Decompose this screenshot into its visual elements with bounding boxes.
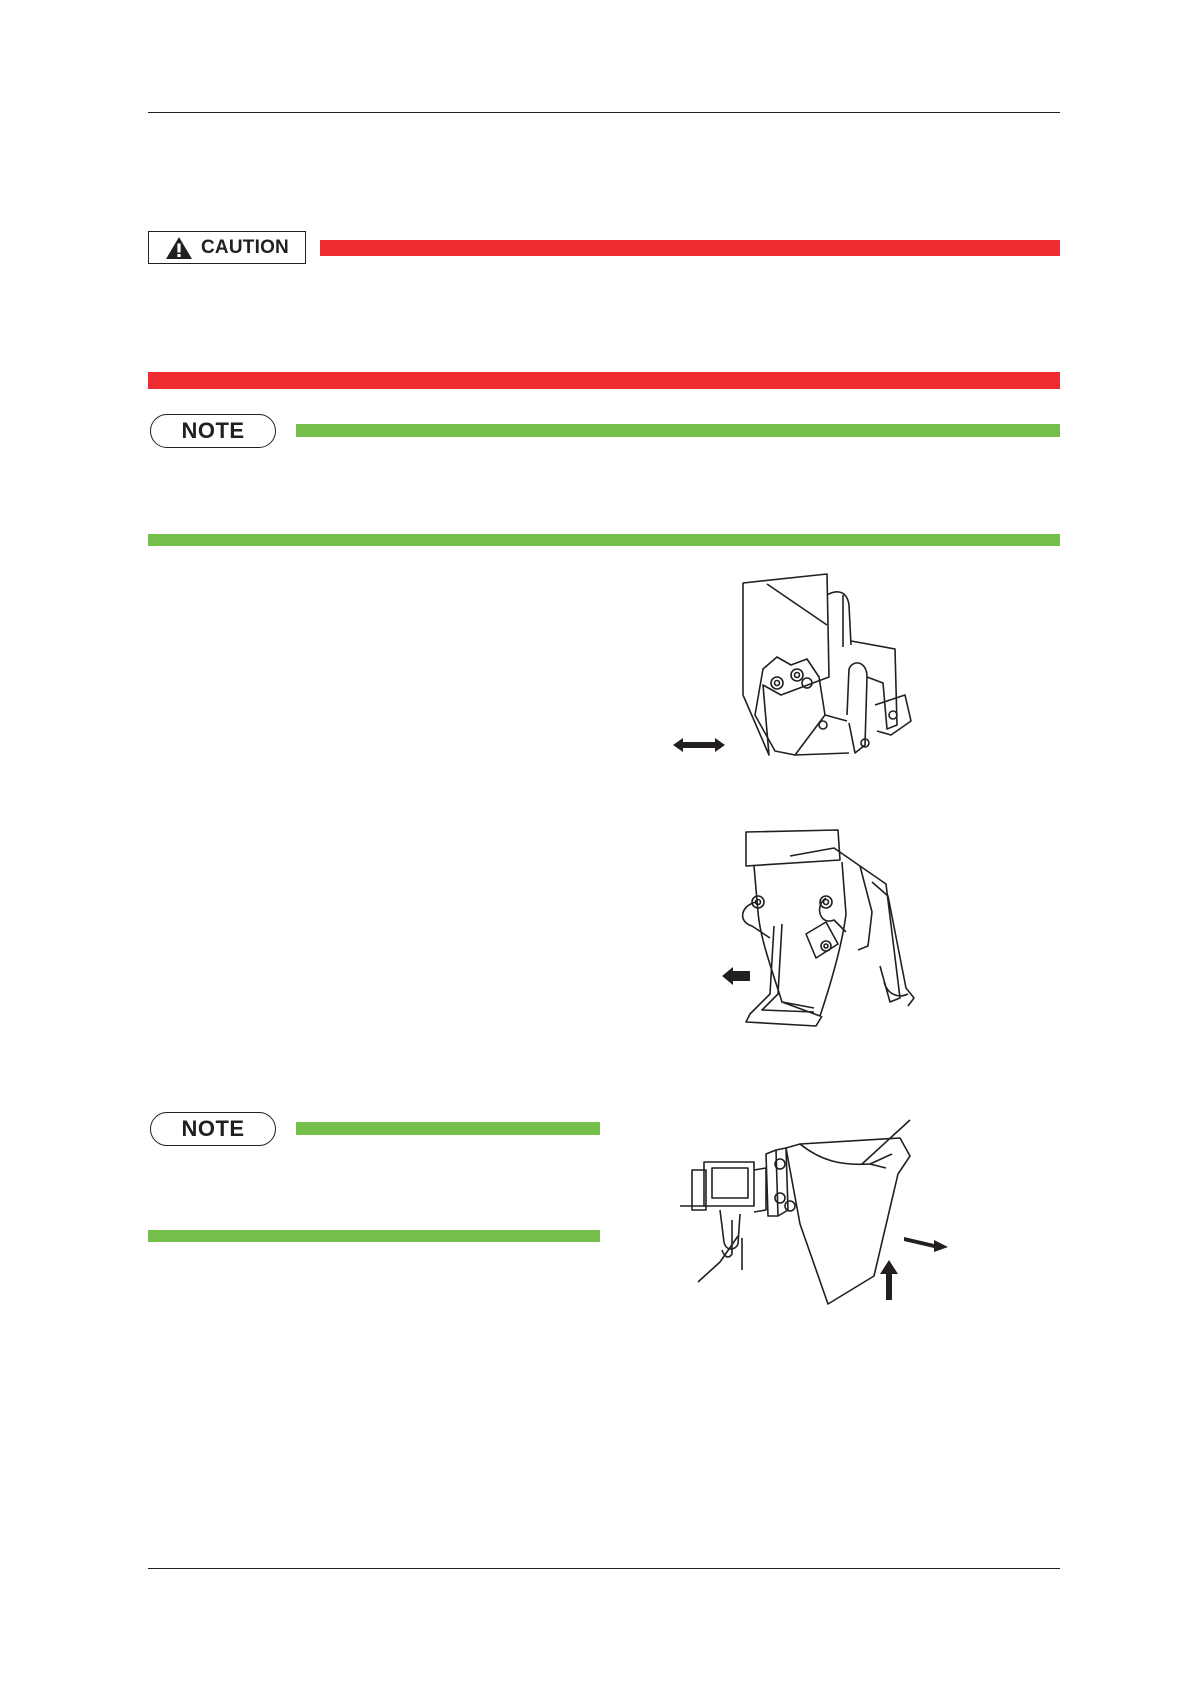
footer-rule [148, 1568, 1060, 1569]
caution-label [148, 231, 306, 264]
caution-text: CAUTION [201, 236, 289, 258]
hopper-removal-figure [680, 1120, 940, 1310]
note-text-2: NOTE [181, 1116, 245, 1141]
double-arrow-icon [673, 737, 725, 753]
hopper-frame-figure [730, 826, 945, 1036]
caution-top-bar [320, 240, 1060, 256]
note-label-2 [150, 1112, 276, 1146]
warning-triangle-icon [165, 236, 193, 260]
right-arrow-icon [904, 1232, 948, 1252]
note-bottom-bar-2 [148, 1230, 600, 1242]
caution-bottom-bar [148, 372, 1060, 389]
note-top-bar-2 [296, 1122, 600, 1135]
note-text: NOTE [181, 418, 245, 443]
up-arrow-icon [880, 1260, 898, 1300]
left-arrow-icon [722, 966, 750, 986]
hopper-hinge-figure [715, 565, 930, 765]
header-rule [148, 112, 1060, 113]
note-bottom-bar [148, 534, 1060, 546]
note-label [150, 414, 276, 448]
note-top-bar [296, 424, 1060, 437]
